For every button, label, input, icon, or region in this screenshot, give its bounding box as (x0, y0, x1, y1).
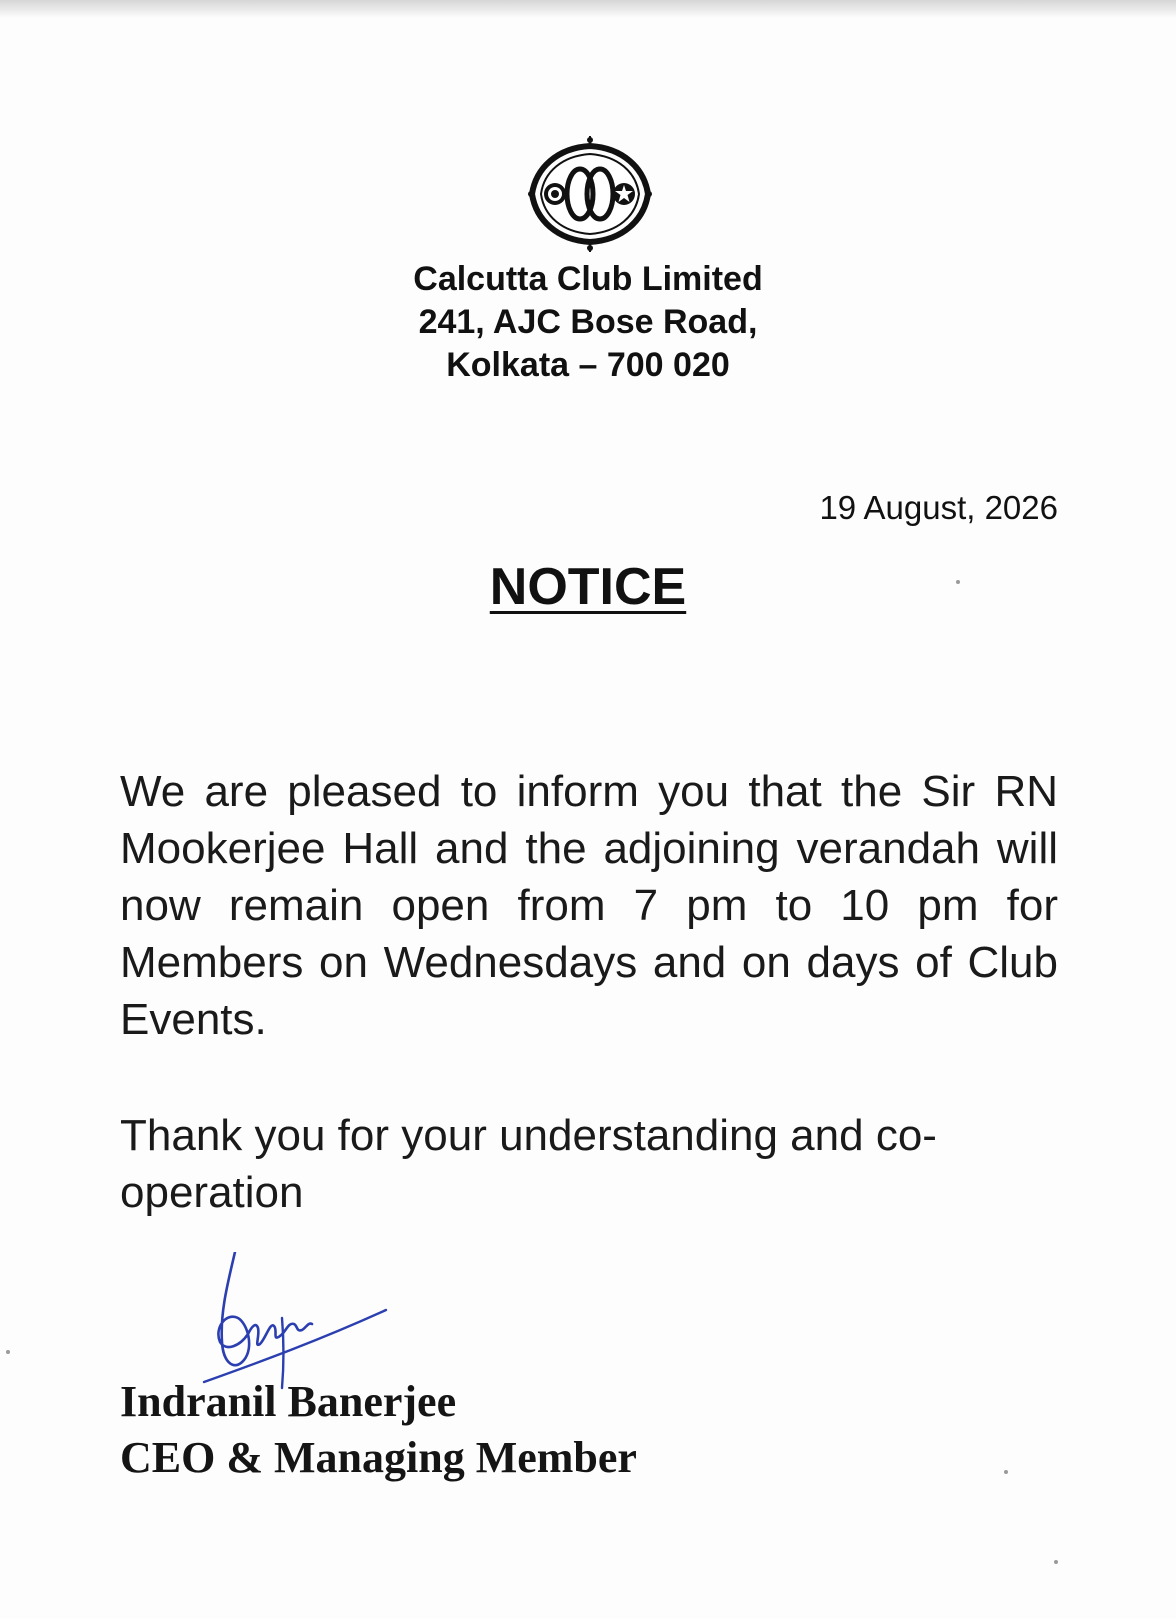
closing-remark: Thank you for your understanding and co-operation (120, 1111, 937, 1217)
scan-speck (956, 580, 960, 584)
letterhead (300, 258, 876, 387)
signatory-name: Indranil Banerjee (120, 1377, 457, 1426)
scan-edge-shadow (0, 0, 1176, 18)
scan-speck (6, 1350, 10, 1354)
notice-date: 19 August, 2026 (819, 489, 1058, 526)
handwritten-signature (200, 1252, 410, 1392)
address-line-2: Kolkata – 700 020 (446, 346, 730, 384)
signatory-designation: CEO & Managing Member (120, 1433, 637, 1482)
scan-speck (1054, 1560, 1058, 1564)
organization-name: Calcutta Club Limited (413, 260, 763, 298)
notice-title-text: NOTICE (489, 558, 687, 616)
notice-title (0, 556, 1176, 618)
club-emblem-icon (528, 134, 652, 254)
notice-body: We are pleased to inform you that the Sir RN Mookerjee Hall and the adjoining verandah will now remain open from 7 pm to 10 pm for Members on Wednesdays and on days of Club Events. (120, 767, 1058, 1044)
signatory-block (120, 1374, 637, 1486)
address-line-1: 241, AJC Bose Road, (418, 303, 758, 341)
scan-speck (1004, 1470, 1008, 1474)
